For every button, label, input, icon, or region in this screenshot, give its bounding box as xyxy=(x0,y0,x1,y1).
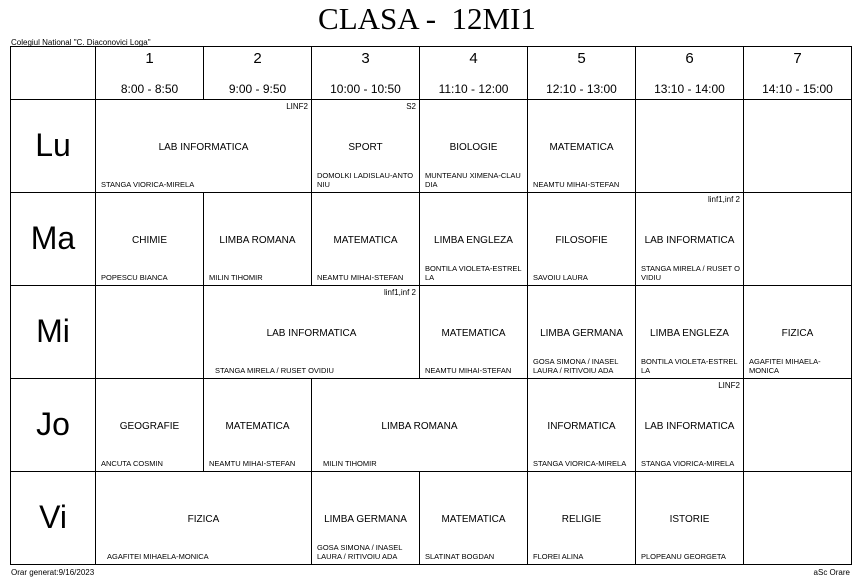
subject: LAB INFORMATICA xyxy=(644,235,735,246)
subject: MATEMATICA xyxy=(441,328,506,339)
lesson-cell xyxy=(312,379,528,472)
period-number: 4 xyxy=(469,50,478,67)
subject: LAB INFORMATICA xyxy=(266,328,357,339)
teacher: BONTILA VIOLETA-ESTRELLA xyxy=(641,357,738,375)
subject: SPORT xyxy=(348,142,383,153)
teacher: NEAMTU MIHAI-STEFAN xyxy=(209,459,296,468)
subject: ISTORIE xyxy=(669,514,710,525)
teacher: STANGA MIRELA / RUSET OVIDIU xyxy=(215,366,334,375)
period-header xyxy=(636,47,744,100)
period-number: 3 xyxy=(361,50,370,67)
day-name: Jo xyxy=(36,406,70,442)
empty-cell xyxy=(744,472,852,565)
lesson-cell xyxy=(96,193,204,286)
day-label xyxy=(11,286,96,379)
lesson-cell xyxy=(636,193,744,286)
teacher: POPESCU BIANCA xyxy=(101,273,168,282)
subject: MATEMATICA xyxy=(549,142,614,153)
subject: RELIGIE xyxy=(561,514,602,525)
teacher: ANCUTA COSMIN xyxy=(101,459,163,468)
teacher: AGAFITEI MIHAELA-MONICA xyxy=(749,357,821,375)
teacher: NEAMTU MIHAI-STEFAN xyxy=(425,366,512,375)
lesson-cell xyxy=(420,100,528,193)
period-header xyxy=(204,47,312,100)
subject: INFORMATICA xyxy=(547,421,616,432)
subject: MATEMATICA xyxy=(333,235,398,246)
subject: LAB INFORMATICA xyxy=(158,142,249,153)
day-label xyxy=(11,472,96,565)
subject: FILOSOFIE xyxy=(555,235,608,246)
teacher: STANGA VIORICA-MIRELA xyxy=(641,459,735,468)
day-row-lu xyxy=(11,100,852,193)
period-header xyxy=(528,47,636,100)
subject: LAB INFORMATICA xyxy=(644,421,735,432)
school-name: Colegiul National "C. Diaconovici Loga" xyxy=(11,38,151,47)
subject: LIMBA ROMANA xyxy=(219,235,296,246)
teacher: BONTILA VIOLETA-ESTRELLA xyxy=(425,264,522,282)
room-code: LINF2 xyxy=(718,381,740,390)
teacher: DOMOLKI LADISLAU-ANTONIU xyxy=(317,171,414,189)
empty-cell xyxy=(744,100,852,193)
period-header-row xyxy=(11,47,852,100)
lesson-cell xyxy=(420,286,528,379)
period-number: 5 xyxy=(577,50,586,67)
period-header xyxy=(312,47,420,100)
lesson-cell xyxy=(528,100,636,193)
lesson-cell xyxy=(96,379,204,472)
lesson-cell xyxy=(528,193,636,286)
lesson-cell xyxy=(744,286,852,379)
subject: LIMBA ROMANA xyxy=(381,421,458,432)
teacher: SLATINAT BOGDAN xyxy=(425,552,495,561)
lesson-cell xyxy=(528,472,636,565)
day-name: Ma xyxy=(30,220,76,256)
lesson-cell xyxy=(420,193,528,286)
empty-cell xyxy=(744,379,852,472)
period-time: 14:10 - 15:00 xyxy=(762,82,833,96)
period-number: 2 xyxy=(253,50,262,67)
period-number: 1 xyxy=(145,50,154,67)
period-time: 13:10 - 14:00 xyxy=(654,82,725,96)
lesson-cell xyxy=(528,379,636,472)
empty-cell xyxy=(96,286,204,379)
period-time: 8:00 - 8:50 xyxy=(120,82,179,96)
day-row-ma xyxy=(11,193,852,286)
lesson-cell xyxy=(204,193,312,286)
lesson-cell xyxy=(528,286,636,379)
subject: LIMBA ENGLEZA xyxy=(650,328,729,339)
subject: MATEMATICA xyxy=(225,421,290,432)
lesson-cell xyxy=(636,472,744,565)
day-name: Vi xyxy=(39,499,67,535)
teacher: NEAMTU MIHAI-STEFAN xyxy=(317,273,404,282)
lesson-cell xyxy=(204,379,312,472)
room-code: LINF2 xyxy=(286,102,308,111)
day-label xyxy=(11,379,96,472)
teacher: NEAMTU MIHAI-STEFAN xyxy=(533,180,620,189)
lesson-cell xyxy=(96,472,312,565)
subject: CHIMIE xyxy=(132,235,167,246)
teacher: MUNTEANU XIMENA-CLAUDIA xyxy=(425,171,521,189)
teacher: STANGA MIRELA / RUSET OVIDIU xyxy=(641,264,740,282)
timetable xyxy=(10,46,852,565)
subject: LIMBA ENGLEZA xyxy=(434,235,513,246)
day-label xyxy=(11,193,96,286)
teacher: FLOREI ALINA xyxy=(533,552,584,561)
teacher: STANGA VIORICA-MIRELA xyxy=(533,459,627,468)
subject: LIMBA GERMANA xyxy=(324,514,407,525)
lesson-cell xyxy=(96,100,312,193)
empty-cell xyxy=(744,193,852,286)
subject: FIZICA xyxy=(781,328,814,339)
corner-cell xyxy=(11,47,96,100)
teacher: SAVOIU LAURA xyxy=(533,273,588,282)
teacher: STANGA VIORICA-MIRELA xyxy=(101,180,195,189)
teacher: GOSA SIMONA / INASEL LAURA / RITIVOIU ADA xyxy=(533,357,619,375)
software-credit: aSc Orare xyxy=(813,568,850,577)
subject: LIMBA GERMANA xyxy=(540,328,623,339)
lesson-cell xyxy=(636,286,744,379)
teacher: MILIN TIHOMIR xyxy=(323,459,377,468)
page-title: CLASA - 12MI1 xyxy=(318,1,536,36)
day-name: Mi xyxy=(36,313,70,349)
room-code: linf1,inf 2 xyxy=(707,195,740,204)
day-row-mi xyxy=(11,286,852,379)
lesson-cell xyxy=(312,193,420,286)
subject: FIZICA xyxy=(187,514,220,525)
period-time: 12:10 - 13:00 xyxy=(546,82,617,96)
lesson-cell xyxy=(312,472,420,565)
empty-cell xyxy=(636,100,744,193)
period-number: 6 xyxy=(685,50,694,67)
generated-date: Orar generat:9/16/2023 xyxy=(11,568,95,577)
period-number: 7 xyxy=(793,50,802,67)
subject: MATEMATICA xyxy=(441,514,506,525)
teacher: AGAFITEI MIHAELA-MONICA xyxy=(107,552,209,561)
period-header xyxy=(744,47,852,100)
lesson-cell xyxy=(420,472,528,565)
teacher: MILIN TIHOMIR xyxy=(209,273,263,282)
teacher: GOSA SIMONA / INASEL LAURA / RITIVOIU ADA xyxy=(317,543,403,561)
period-time: 10:00 - 10:50 xyxy=(330,82,401,96)
room-code: S2 xyxy=(406,102,416,111)
teacher: PLOPEANU GEORGETA xyxy=(641,552,726,561)
subject: GEOGRAFIE xyxy=(119,421,180,432)
period-header xyxy=(420,47,528,100)
lesson-cell xyxy=(312,100,420,193)
subject: BIOLOGIE xyxy=(449,142,498,153)
period-time: 9:00 - 9:50 xyxy=(228,82,287,96)
room-code: linf1,inf 2 xyxy=(383,288,416,297)
period-header xyxy=(96,47,204,100)
period-time: 11:10 - 12:00 xyxy=(438,82,509,96)
day-label xyxy=(11,100,96,193)
day-name: Lu xyxy=(35,127,71,163)
day-row-jo xyxy=(11,379,852,472)
lesson-cell xyxy=(636,379,744,472)
lesson-cell xyxy=(204,286,420,379)
day-row-vi xyxy=(11,472,852,565)
